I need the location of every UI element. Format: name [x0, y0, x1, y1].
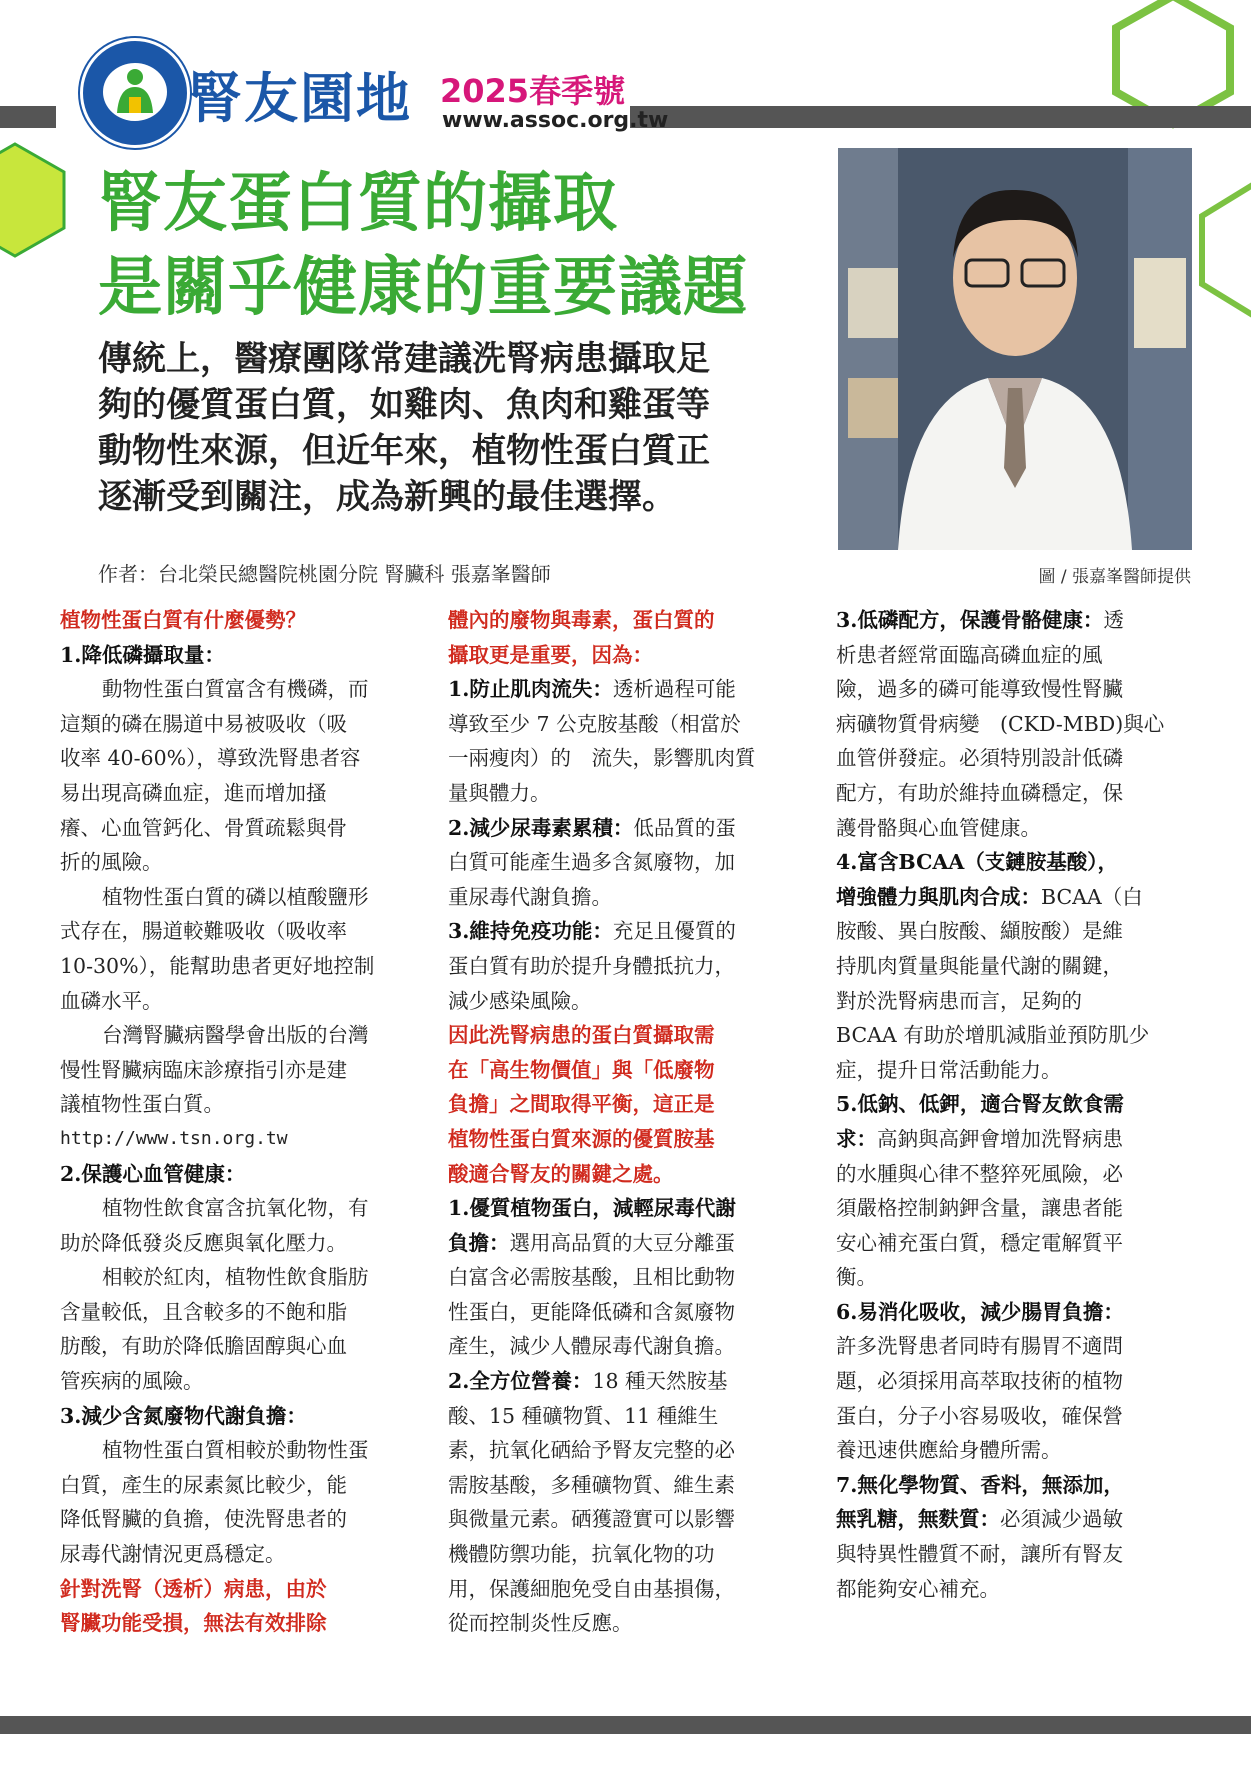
body-line — [448, 672, 808, 707]
body-line: 血磷水平。 — [60, 988, 163, 1013]
body-line: 析患者經常面臨高磷血症的風 — [836, 642, 1103, 667]
body-line: 10-30%），能幫助患者更好地控制 — [60, 953, 375, 978]
body-line: 持肌肉質量與能量代謝的關鍵， — [836, 953, 1123, 978]
article-column-3 — [836, 603, 1196, 1606]
body-line: 管疾病的風險。 — [60, 1369, 204, 1394]
body-line: 酸、15 種礦物質、11 種維生 — [448, 1403, 719, 1428]
body-line: 與特異性體質不耐，讓所有腎友 — [836, 1542, 1123, 1567]
body-line: 植物性蛋白質相較於動物性蛋 — [102, 1438, 369, 1463]
lead-line: 夠的優質蛋白質，如雞肉、魚肉和雞蛋等 — [98, 385, 710, 425]
body-line: 動物性蛋白質富含有機磷，而 — [102, 677, 369, 702]
hexagon-decoration-right — [1196, 180, 1251, 320]
point-text: 透析過程可能 — [612, 677, 736, 702]
point-label: 6.易消化吸收，減少腸胃負擔： — [836, 1299, 1124, 1324]
body-line: 機體防禦功能，抗氧化物的功 — [448, 1542, 715, 1567]
highlight-line: 負擔」之間取得平衡，這正是 — [448, 1092, 715, 1117]
body-line: 衡。 — [836, 1265, 877, 1290]
article-column-2 — [448, 603, 808, 1641]
subheading: 2.保護心血管健康： — [60, 1161, 246, 1186]
body-line: 白質可能產生過多含氮廢物，加 — [448, 850, 735, 875]
body-line: 從而控制炎性反應。 — [448, 1611, 633, 1636]
body-line: 量與體力。 — [448, 780, 551, 805]
point-label: 2.減少尿毒素累積： — [448, 815, 634, 840]
body-line: 蛋白質有助於提升身體抵抗力， — [448, 953, 735, 978]
issue-label: 2025春季號 — [440, 72, 626, 110]
photo-credit: 圖 / 張嘉峯醫師提供 — [1038, 567, 1191, 587]
body-line: 素，抗氧化硒給予腎友完整的必 — [448, 1438, 735, 1463]
point-label: 3.維持免疫功能： — [448, 919, 613, 944]
hexagon-decoration-left — [0, 140, 70, 260]
highlight-line: 腎臟功能受損，無法有效排除 — [60, 1611, 327, 1636]
point-text: 18 種天然胺基 — [592, 1369, 728, 1394]
point-text: BCAA（白 — [1041, 884, 1143, 909]
doctor-photo — [838, 148, 1192, 550]
body-line: 助於降低發炎反應與氧化壓力。 — [60, 1230, 347, 1255]
point-label: 求： — [836, 1126, 877, 1151]
body-line: 白質，產生的尿素氮比較少，能 — [60, 1472, 347, 1497]
subheading: 1.降低磷攝取量： — [60, 642, 225, 667]
body-line: 須嚴格控制鈉鉀含量，讓患者能 — [836, 1196, 1123, 1221]
body-line: 折的風險。 — [60, 850, 163, 875]
body-line — [836, 1502, 1196, 1537]
body-line: 症，提升日常活動能力。 — [836, 1057, 1062, 1082]
body-line: 慢性腎臟病臨床診療指引亦是建 — [60, 1057, 347, 1082]
body-line: 這類的磷在腸道中易被吸收（吸 — [60, 711, 347, 736]
body-line: 對於洗腎病患而言，足夠的 — [836, 988, 1082, 1013]
body-line: 配方，有助於維持血磷穩定，保 — [836, 780, 1123, 805]
body-line: 產生，減少人體尿毒代謝負擔。 — [448, 1334, 735, 1359]
body-line: 養迅速供應給身體所需。 — [836, 1438, 1062, 1463]
body-line: 降低腎臟的負擔，使洗腎患者的 — [60, 1507, 347, 1532]
body-line: 性蛋白，更能降低磷和含氮廢物 — [448, 1299, 735, 1324]
point-label: 無乳糖，無麩質： — [836, 1507, 1000, 1532]
body-line: 用，保護細胞免受自由基損傷， — [448, 1576, 735, 1601]
article-title-line1: 腎友蛋白質的攝取 — [98, 167, 618, 241]
point-text: 低品質的蛋 — [633, 815, 736, 840]
body-line: 植物性飲食富含抗氧化物，有 — [102, 1196, 369, 1221]
highlight-line: 針對洗腎（透析）病患，由於 — [60, 1576, 327, 1601]
body-line: 的水腫與心律不整猝死風險，必 — [836, 1161, 1123, 1186]
body-line: 需胺基酸，多種礦物質、維生素 — [448, 1472, 735, 1497]
family-icon — [103, 63, 167, 121]
body-line: 重尿毒代謝負擔。 — [448, 884, 612, 909]
body-line: 式存在，腸道較難吸收（吸收率 — [60, 919, 347, 944]
body-line: 植物性蛋白質的磷以植酸鹽形 — [102, 884, 369, 909]
highlight-line: 酸適合腎友的關鍵之處。 — [448, 1161, 674, 1186]
body-line — [836, 880, 1196, 915]
point-label: 2.全方位營養： — [448, 1369, 593, 1394]
point-text: 充足且優質的 — [612, 919, 736, 944]
lead-line: 動物性來源，但近年來，植物性蛋白質正 — [98, 431, 710, 471]
article-lead — [98, 336, 788, 520]
point-label: 增強體力與肌肉合成： — [836, 884, 1041, 909]
point-label: 3.低磷配方，保護骨骼健康： — [836, 608, 1104, 632]
body-line: 肪酸，有助於降低膽固醇與心血 — [60, 1334, 347, 1359]
point-text: 選用高品質的大豆分離蛋 — [509, 1230, 735, 1255]
body-line: 收率 40-60%），導致洗腎患者容 — [60, 746, 361, 771]
body-line: 安心補充蛋白質，穩定電解質平 — [836, 1230, 1123, 1255]
logo-emblem — [103, 63, 167, 121]
magazine-brand: 腎友園地 — [188, 67, 412, 130]
highlight-line: 體內的廢物與毒素，蛋白質的 — [448, 608, 715, 632]
lead-line: 傳統上，醫療團隊常建議洗腎病患攝取足 — [98, 339, 710, 379]
footer-bar — [0, 1716, 1251, 1734]
body-line: 許多洗腎患者同時有腸胃不適問 — [836, 1334, 1123, 1359]
body-line: BCAA 有助於增肌減脂並預防肌少 — [836, 1023, 1150, 1048]
body-line: 題，必須採用高萃取技術的植物 — [836, 1369, 1123, 1394]
body-line — [448, 811, 808, 846]
body-line: 白富含必需胺基酸，且相比動物 — [448, 1265, 735, 1290]
point-label: 1.優質植物蛋白，減輕尿毒代謝 — [448, 1196, 736, 1221]
highlight-line: 攝取更是重要，因為： — [448, 642, 653, 667]
body-line: 議植物性蛋白質。 — [60, 1092, 224, 1117]
point-label: 負擔： — [448, 1230, 510, 1255]
body-line: 台灣腎臟病醫學會出版的台灣 — [102, 1023, 369, 1048]
point-label: 1.防止肌肉流失： — [448, 677, 613, 702]
body-line: 都能夠安心補充。 — [836, 1576, 1000, 1601]
body-line: 險，過多的磷可能導致慢性腎臟 — [836, 677, 1123, 702]
article-title-line2: 是關乎健康的重要議題 — [98, 251, 748, 325]
point-text: 高鈉與高鉀會增加洗腎病患 — [877, 1126, 1123, 1151]
highlight-line: 在「高生物價值」與「低廢物 — [448, 1057, 715, 1082]
body-line: 病礦物質骨病變 (CKD-MBD)與心 — [836, 711, 1165, 736]
point-label: 4.富含BCAA（支鏈胺基酸）， — [836, 850, 1118, 875]
body-line — [448, 914, 808, 949]
association-logo — [80, 38, 190, 148]
body-line: 減少感染風險。 — [448, 988, 592, 1013]
point-text: 必須減少過敏 — [1000, 1507, 1123, 1532]
highlight-line: 植物性蛋白質來源的優質胺基 — [448, 1126, 715, 1151]
body-line: 蛋白，分子小容易吸收，確保營 — [836, 1403, 1123, 1428]
point-text: 透 — [1103, 608, 1124, 632]
body-line: 胺酸、異白胺酸、纈胺酸）是維 — [836, 919, 1123, 944]
body-line: 相較於紅肉，植物性飲食脂肪 — [102, 1265, 369, 1290]
body-line — [448, 1364, 808, 1399]
article-column-1 — [60, 603, 420, 1641]
body-line: 導致至少 7 公克胺基酸（相當於 — [448, 711, 741, 736]
website-link[interactable]: www.assoc.org.tw — [442, 108, 669, 133]
author-byline: 作者：台北榮民總醫院桃園分院 腎臟科 張嘉峯醫師 — [98, 562, 551, 586]
body-line: 血管併發症。必須特別設計低磷 — [836, 746, 1123, 771]
body-line: 易出現高磷血症，進而增加搔 — [60, 780, 327, 805]
body-line — [448, 1226, 808, 1261]
section-heading: 植物性蛋白質有什麼優勢？ — [60, 608, 306, 632]
body-line: 尿毒代謝情況更爲穩定。 — [60, 1542, 286, 1567]
highlight-line: 因此洗腎病患的蛋白質攝取需 — [448, 1023, 715, 1048]
body-line: 含量較低，且含較多的不飽和脂 — [60, 1299, 347, 1324]
body-line: 癢、心血管鈣化、骨質疏鬆與骨 — [60, 815, 347, 840]
body-line: 一兩瘦肉）的 流失，影響肌肉質 — [448, 746, 756, 771]
body-line — [836, 603, 1196, 638]
point-label: 7.無化學物質、香料，無添加， — [836, 1472, 1124, 1497]
point-label: 5.低鈉、低鉀，適合腎友飲食需 — [836, 1092, 1124, 1117]
lead-line: 逐漸受到關注，成為新興的最佳選擇。 — [98, 477, 676, 517]
reference-link[interactable]: http://www.tsn.org.tw — [60, 1127, 288, 1149]
body-line — [836, 1122, 1196, 1157]
body-line: 護骨骼與心血管健康。 — [836, 815, 1041, 840]
subheading: 3.減少含氮廢物代謝負擔： — [60, 1403, 307, 1428]
body-line: 與微量元素。硒獲證實可以影響 — [448, 1507, 735, 1532]
